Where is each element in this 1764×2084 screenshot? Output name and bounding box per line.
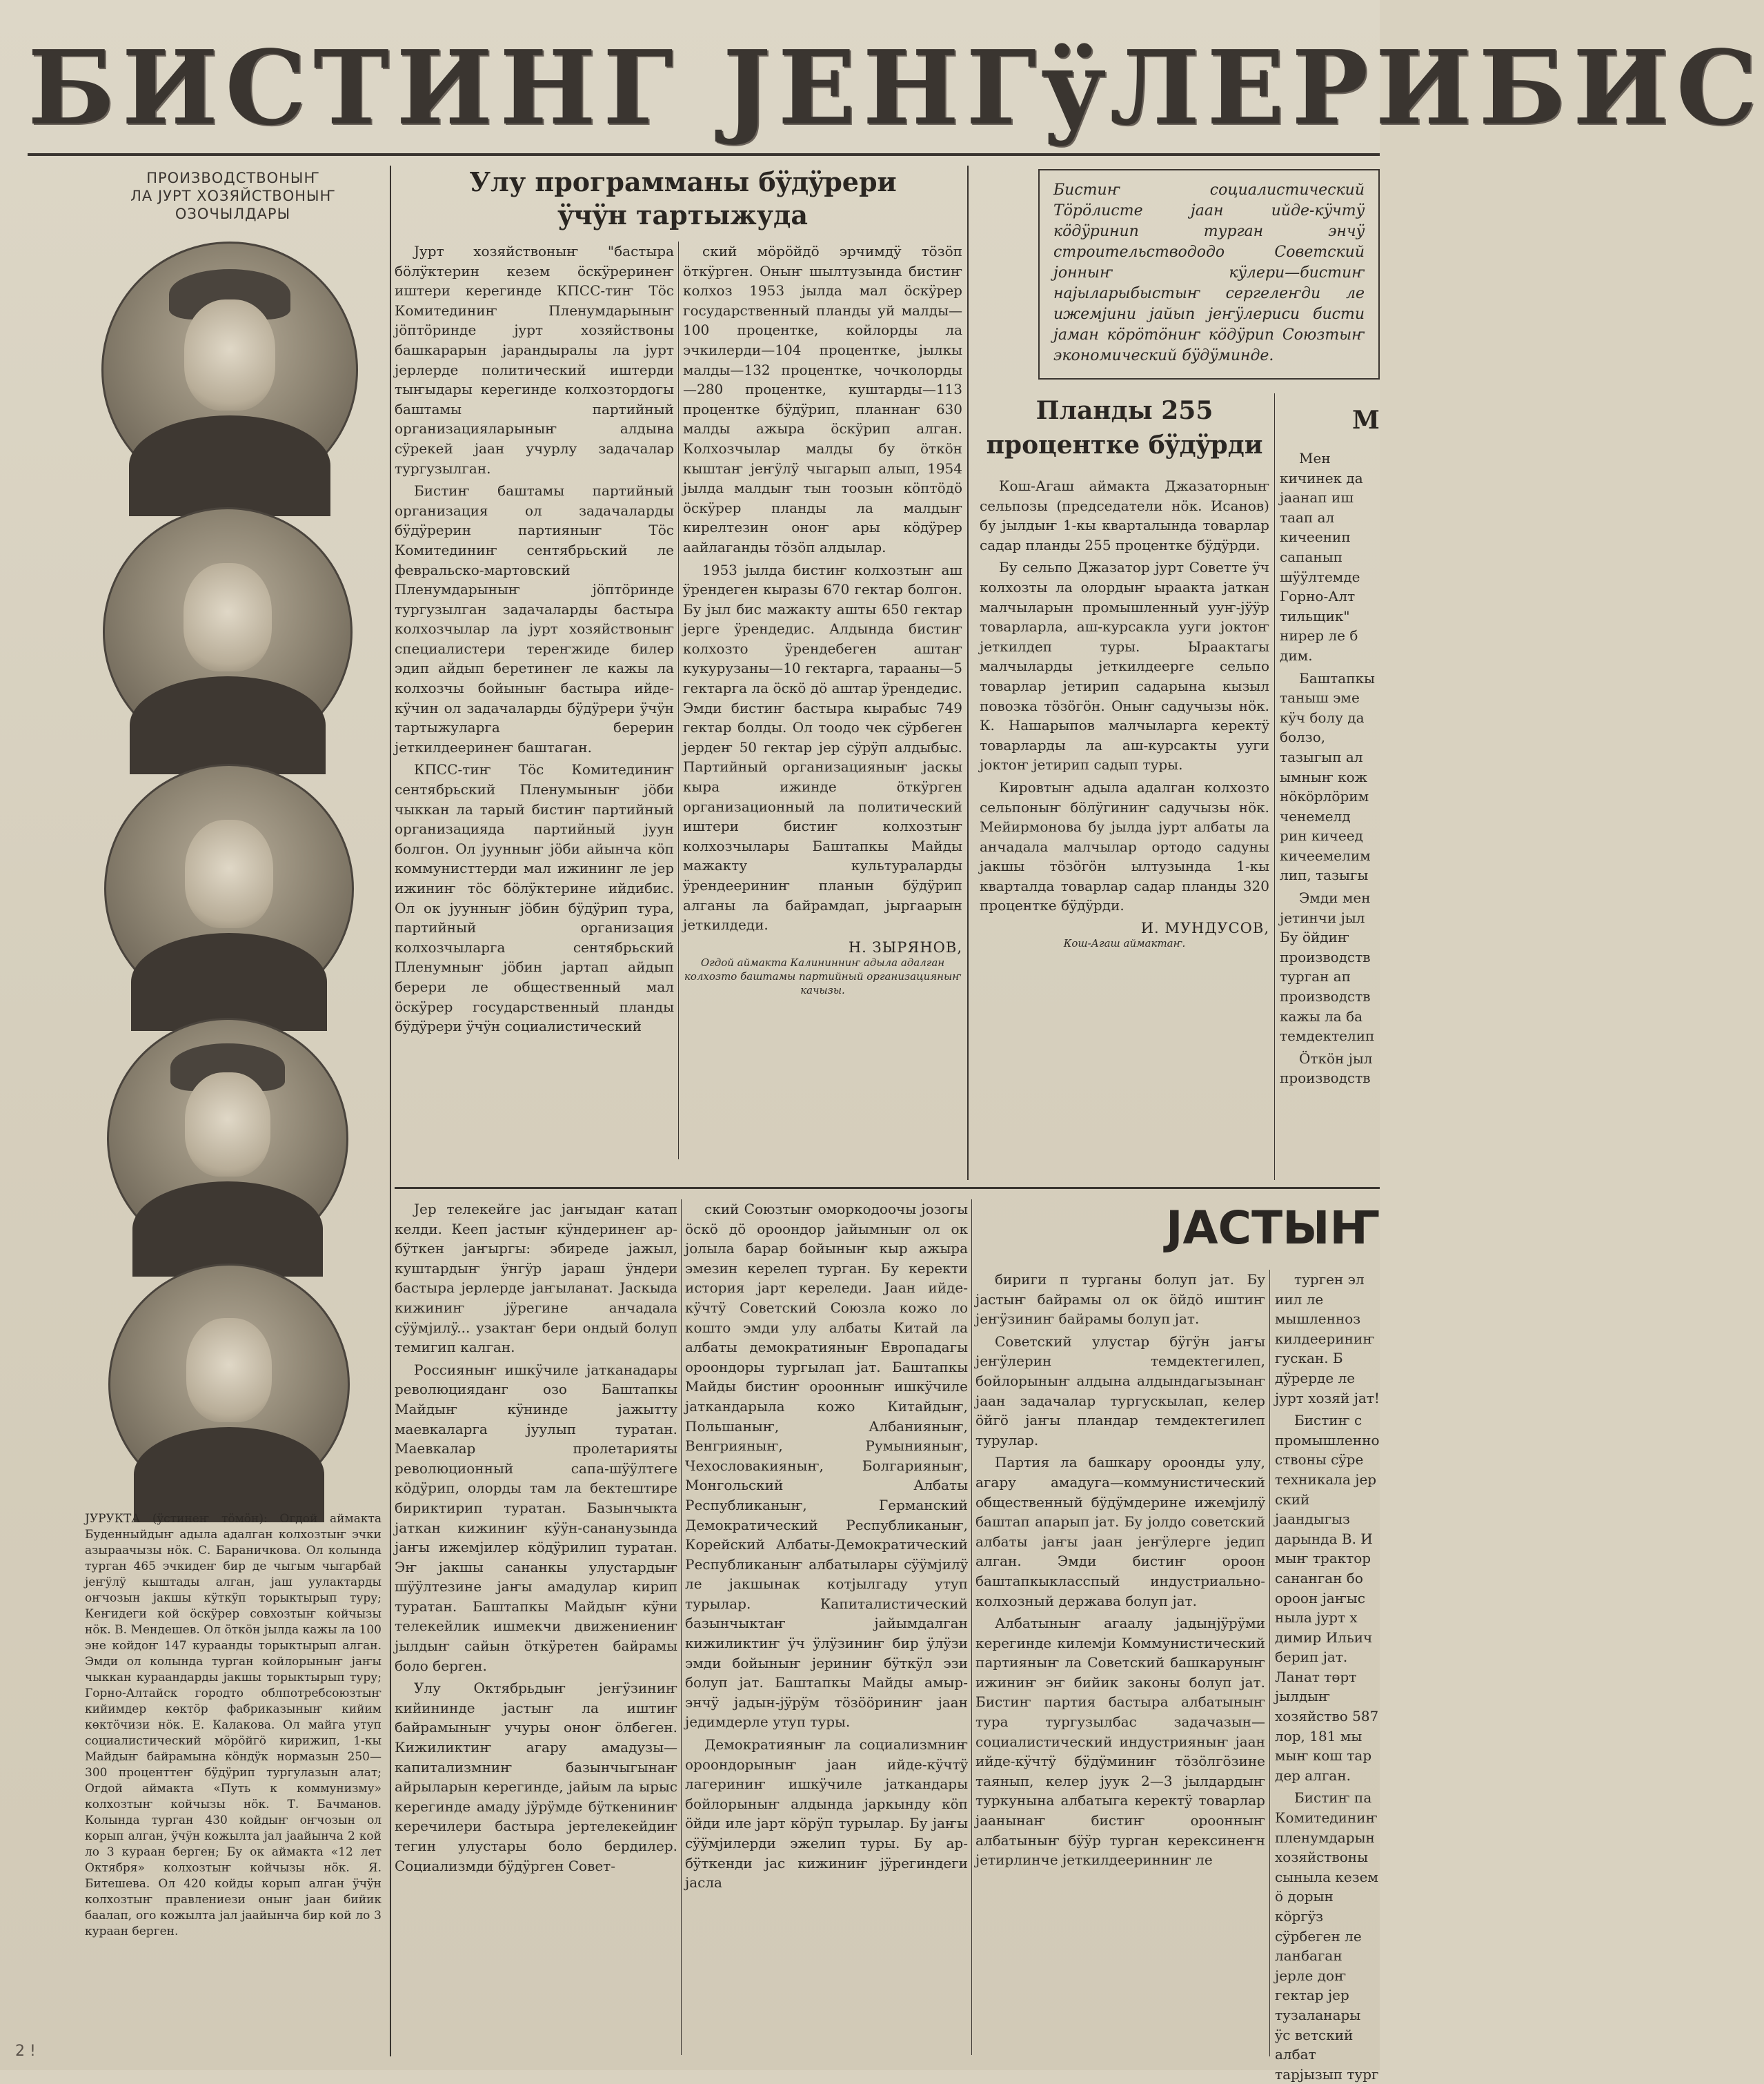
article2-paragraph: Бу сельпо Джазатор јурт Советте ÿч колхозты ла олордыҥ ыраакта јаткан малчыларын промышленный ууҥ-јÿÿр товарларла, аш-курсакла ууги јоктоҥ јеткилдеп туры. Ыраактагы малчыларды јеткилдеерге сельпо товарлар јетирип садарына кызыл повозка тöзöгöн. Оныҥ садучызы нöк. К. Нашарыпов малчыларга керектÿ товарларды ла аш-курсакты ууги јоктоҥ јетирип садып туры. <box>980 559 1269 774</box>
article2-paragraph: Кош-Агаш аймакта Джазаторныҥ сельпозы (председатели нöк. Исанов) бу јылдыҥ 1-кы кварталында товарлар садар планды 255 процентке бÿдÿрди. <box>980 478 1269 553</box>
left-column <box>79 162 386 2067</box>
article4-paragraph: Бистиҥ с промышленно ствоны сÿре техникала јер ский јаандыгыз дарында В. И мыҥ трактор сананган бо ороон јаҥыс ныла јурт х димир Ильич берип јат. Ланат төрт јылдыҥ хозяйство 587 лор, 181 мы мыҥ кош тар дер алган. <box>1275 1412 1380 1784</box>
portrait-face <box>186 1318 272 1422</box>
article1-col-rule <box>678 242 679 1159</box>
article1-paragraph: 1953 јылда бистиҥ колхозтыҥ аш ÿрендеген кыразы 670 гектар болгон. Бу јыл бис мажакту ашты 650 гектар јерге ÿрендедис. Алдында бистиҥ колхозто ÿрендебеген аштаҥ кукурузаны—10 гектарга, тарааны—5 гектарга ла öскö дö аштар ÿрендедис. Эмди бистиҥ бастыра кырабыс 749 гектар болды. Ол тоодо чек сÿрбеген јердеҥ 50 гектар јер сÿрÿп алдыбыс. Партийный организацияныҥ јаскы кыра ижинде öткÿрген организационный ла политический иштери бистиҥ колхозтыҥ колхозчылары Баштапкы Майды мажакту культураларды ÿрендеериниҥ планын бÿдÿрип алганы ла байрамдап, јыргаарын јеткилдеди. <box>683 561 962 934</box>
article2-signature-role: Кош-Агаш аймактаҥ. <box>1063 937 1186 950</box>
portraits-caption: ЈУРУКТА (ÿстинеҥ тöмöн): Огдой аймакта Буденныйдыҥ адыла адалган колхозтыҥ эчки азыраачызы нöк. С. Бараничкова. Ол колында турган 465 эчкидеҥ бир де чыгым чыгарбай јеҥÿлÿ кыштады алган, јаш уулактарды оҥчозын јакшы кÿткÿп торыктырып туру; Кеҥидеги кой öскÿрер совхозтыҥ койчызы нöк. В. Мендешев. Ол öткöн јылда кажы ла 100 эне койдоҥ 147 кураанды торыктырып алган. Эмди ол колында турган койлорыныҥ јаҥы чыккан кураандарды јакшы торыктырып туру; Горно-Алтайск городто облпотребсоюзтыҥ кийимдер көктöр фабриказыныҥ кийим көктöчизи нöк. Е. Калакова. Ол майга утуп социалистический мöрöйгö кирижип, 1-кы Майдыҥ байрамына кöндÿк нормазын 250—300 проценттеҥ бÿдÿрип тургулазын алат; Огдой аймакта «Путь к коммунизму» колхозтыҥ койчызы нöк. Т. Бачманов. Колында турган 430 койдыҥ оҥчозын ол корып алган, ÿчÿн кожылта јал јаайынча 2 кой ло 3 кураан берген; Бу ок аймакта «12 лет Октября» колхозтыҥ койчызы нöк. Я. Битешева. Ол 420 койды корып алган ÿчÿн колхозтыҥ правлениези оныҥ јаан бийик баалап, ого кожылта јал јаайынча бир кой ло 3 кураан берген. <box>85 1512 381 1938</box>
kicker-line-1: ПРОИЗВОДСТВОНЫҤ <box>146 170 319 186</box>
masthead: БИСТИНГ ЈЕНГÿЛЕРИБИС <box>28 28 1764 148</box>
article4-paragraph: Демократияныҥ ла социализмниҥ ороондорыныҥ јаан ийде-кÿчтÿ лагериниҥ ишкÿчиле јаткандары бойлорыныҥ алдында јаркынду кöп öйди иле јарт кöрÿп турылар. Бу јаҥы сÿÿмјилерди эжелип туры. Бу ар-бÿткенди јас кижиниҥ јÿрегиндеги јасла <box>685 1736 968 1891</box>
article4-col-rule-2 <box>971 1199 972 2055</box>
portrait-body <box>131 933 328 1031</box>
article3-paragraph: Баштапкы таныш эме кÿч болу да болзо, тазыгып ал ымныҥ кож нöкöрлöрим ченемелд рин кичеед кичеемелим лип, тазыгы <box>1280 669 1375 884</box>
portrait-body <box>129 415 331 516</box>
article2-right-rule <box>1274 393 1275 1180</box>
masthead-rule <box>28 153 1380 156</box>
article3-headline: М <box>1352 406 1380 435</box>
kicker-line-2: ЛА ЈУРТ ХОЗЯЙСТВОНЫҤ <box>130 188 335 204</box>
article4-col-rule-1 <box>681 1199 682 2055</box>
article4-col-rule-3 <box>1269 1270 1270 2056</box>
portrait-body <box>130 676 326 774</box>
article4-paragraph: бириги п турганы болуп јат. Бу јастыҥ байрамы ол ок öйдö иштиҥ јеҥÿзиниҥ байрамы болуп јат. <box>975 1271 1265 1328</box>
left-kicker <box>79 169 386 223</box>
article3-paragraph: Öткöн јыл производств <box>1280 1050 1373 1087</box>
article4-paragraph: Јер телекейге јас јаҥыдаҥ катап келди. Кееп јастыҥ кÿндеринеҥ ар-бÿткен јаҥыргы: эбиреде јажыл, куштардыҥ ÿнгÿр јараш ÿндери бастыра јерлерде јаҥыланат. Јаскыда кижиниҥ јÿрегине анчадала сÿÿмјилÿ... узактаҥ бери ондый болуп темигип калган. <box>395 1201 677 1356</box>
article4-paragraph: Партия ла башкару ороонды улу, агару амадуга—коммунистический общественный бÿдÿмдерине ижемјилÿ баштап апарып јат. Бу јолдо советский албаты јаҥы јаан јеҥÿлерге једип алган. Эмди бистиҥ ороон баштапкыкласспый индустриально-колхозный держава болуп јат. <box>975 1454 1265 1609</box>
portrait-face <box>184 563 272 671</box>
portrait-face <box>185 820 273 928</box>
article1-headline: Улу программаны бÿдÿрери ÿчÿн тартыжуда <box>469 166 897 230</box>
article4-paragraph: Улу Октябрьдыҥ јеҥÿзиниҥ кийининде јастыҥ ла иштиҥ байрамыныҥ учуры оноҥ öлбеген. Кижиликтиҥ агару амадузы—капитализмниҥ базынчыгынаҥ айрыларын керегинде, јайым ла ырыс керегинде амаду јÿрÿмде бÿткениниҥ керечилери бастыра јертелекейдиҥ тегин улустары боло бердилер. Социализмди бÿдÿрген Совет- <box>395 1680 677 1874</box>
article4-paragraph: Бистиҥ па Комитединиҥ пленумдарын хозяйствоны сыныла кезем ö дорын кöргÿз сÿрбеген ле ланбаган јерле доҥ гектар јер тузаланары ÿс ветский албат тарјызып тург <box>1275 1789 1379 2083</box>
article1-paragraph: Јурт хозяйствоныҥ "бастыра бöлÿктерин кезем öскÿреринеҥ иштери керегинде КПСС-тиҥ Тöс Комитединиҥ Пленумдарыныҥ јöптöринде јурт хозяйствоны башкарарын јарандыралы ла јурт јерлерде политический иштерди тыҥыдары керегинде колхозтордогы баштамы партийный организацияларыныҥ алдына сÿрекей јаан учурлу задачалар тургузылган. <box>395 243 674 477</box>
article1-col2 <box>683 242 962 1180</box>
article1-paragraph: Бистиҥ баштамы партийный организация ол задачаларды бÿдÿрерин партияныҥ Тöс Комитединиҥ сентябрьский ле февральско-мартовский Пленумдарыныҥ јöптöринде тургузылган задачаларды бастыра колхозчылар ла јурт хозяйствоныҥ специалистери тереҥжиде билер эдип айдып беретинеҥ ле кажы ла колхозчы бойыныҥ бастыра ийде-кÿчин ол задачаларды бÿдÿрери ÿчÿн тартыжуларга берерин јеткилдееринеҥ баштаган. <box>395 482 674 756</box>
portrait-body <box>132 1181 322 1277</box>
article4-paragraph: турген эл иил ле мышленноз килдеериниҥ гускан. Б дÿрерде ле јурт хозяй јат! <box>1275 1271 1380 1406</box>
portrait-2 <box>103 507 353 757</box>
article1-paragraph: ский мöрöйдö эрчимдÿ тöзöп öткÿрген. Оныҥ шылтузында бистиҥ колхоз 1953 јылда мал öскÿрер государственный планды уй малды—100 процентке, койлорды ла эчкилерди—104 процентке, јылкы малды—132 процентке, чочколорды—280 процентке, куштарды—113 процентке бÿдÿрип, планнаҥ 630 малды ажыра öскÿрип алган. Колхозчылар малды бу öткöн кыштаҥ јеҥÿлÿ чыгарып алып, 1954 јылда малдыҥ тын тоозын кöптöдö öскÿрер планды ла малдыҥ кирелтезин оноҥ ары кöдÿрер аайлаганды тöзöп алдылар. <box>683 243 962 556</box>
article4-col2 <box>685 1199 968 2055</box>
article1-signature: Н. ЗЫРЯНОВ, <box>848 938 962 956</box>
article4-paragraph: Советский улустар бÿгÿн јаҥы јеҥÿлерин темдектегилеп, бойлорыныҥ алдына алдындагызынаҥ јаан задачалар тургускылап, келер öйгö јаҥы пландар темдектегилеп турулар. <box>975 1333 1265 1448</box>
article4-paragraph: Албатыныҥ агаалу јадынјÿрÿми керегинде килемји Коммунистический партияныҥ ла Советский башкаруныҥ ижиниҥ эҥ бийик законы болуп јат. Бистиҥ партия бастыра албатыныҥ тура тургузылбас задачазын—социалистический индустрияныҥ јаан ийде-кÿчтÿ бÿдÿминиҥ тöзöлгöзине таянып, келер јуук 2—3 јылдардыҥ туркунына албатыга керектÿ товарлар јаанынаҥ бистиҥ ороонныҥ албатыныҥ бÿÿр турган керексинеҥн јетирлинче јеткилдееринниҥ ле <box>975 1615 1265 1869</box>
article4-paragraph: ский Союзтыҥ оморкодоочы јозогы öскö дö ороондор јайымныҥ ол ок јолыла барар бойыныҥ кыр ажыра эмезин керелеп турган. Бу керекти история јарт кереледи. Јаан ийде-кÿчтÿ Советский Союзла кожо ло кошто эмди улу албаты Китай ла албаты демократияныҥ Европадагы ороондоры тургылап јат. Баштапкы Майды бистиҥ ороонныҥ ишкÿчиле јаткандарыла кожо Китайдыҥ, Польшаныҥ, Албанияныҥ, Венгрияныҥ, Румынияныҥ, Чехословакияныҥ, Болгарияныҥ, Монгольский Албаты Республиканыҥ, Германский Демократический Республиканыҥ, Корейский Албаты-Демократический Республиканыҥ албатылары сÿÿмјилÿ ле јакшынак котјылгаду утуп турылар. Капиталистический базынчыктаҥ јайымдалган кижиликтиҥ ÿч ÿлÿзиниҥ бир ÿлÿзи эмди бойыныҥ јериниҥ бÿткÿл эзи болуп јат. Баштапкы Майды амыр-энчÿ јадын-јÿрÿм тöзööриниҥ јаан једимдерле утуп туры. <box>685 1201 968 1731</box>
article1-paragraph: КПСС-тиҥ Тöс Комитединиҥ сентябрьский Пленумыныҥ јöби чыккан ла тарый бистиҥ партийный организацияда партийный јуун болгон. Ол јуунныҥ јöби айынча кöп коммунисттерди мал ижининг ле јер ижиниҥ тöс бöлÿктерине ийдибис. Ол ок јуунныҥ јöбин бÿдÿрип тура, партийный организация колхозчыларга сентябрьский Пленумныҥ јöбин јартап айдып берери ле общественный мал öскÿрер государственный планды бÿдÿрери ÿчÿн социалистический <box>395 761 674 1035</box>
article2-signature: И. МУНДУСОВ, <box>1140 920 1269 937</box>
portrait-face <box>184 299 275 411</box>
article2-paragraph: Кировтыҥ адыла адалган колхозто сельпоныҥ бöлÿгиниҥ садучызы нöк. Мейирмонова бу јылда јурт албаты ла анчадала малчылар ортодо садуны јакшы тöзöгöн ылтузында 1-кы кварталда товарлар садар планды 320 процентке бÿдÿрди. <box>980 778 1269 914</box>
page-number: 2 ! <box>15 2043 36 2060</box>
left-column-rule <box>390 166 391 2056</box>
mid-page-rule <box>395 1187 1380 1189</box>
kicker-line-3: ОЗОЧЫЛДАРЫ <box>175 206 291 222</box>
article4-headline: ЈАСТЫҤ <box>1166 1201 1380 1255</box>
portrait-1 <box>101 242 358 498</box>
article3-body <box>1280 449 1380 1180</box>
article4-col1 <box>395 1199 677 2041</box>
portrait-body <box>134 1427 324 1522</box>
right-boxed-quote: Бистиҥ социалистический Тöрöлисте јаан ийде-кÿчтÿ кöдÿринип турган энчÿ строительствододо Советский јонныҥ кÿлери—бистиҥ најыларыбыстыҥ сергелеҥди ле ижемјини јайып јеҥÿлериси бисти јаман кöрöтöниҥ кöдÿрип Союзтыҥ экономический бÿдÿминде. <box>1038 169 1380 380</box>
portrait-face <box>185 1072 270 1177</box>
portrait-5 <box>108 1264 350 1505</box>
article2-body <box>980 476 1269 1180</box>
article3-paragraph: Эмди мен јетинчи јыл Бу öйдиҥ производств турган ап производств кажы ла ба темдектелип <box>1280 889 1375 1045</box>
article4-paragraph: Россияныҥ ишкÿчиле јатканадары революцияданг озо Баштапкы Майдыҥ кÿнинде јажытту маевкаларга јуулып туратан. Маевкалар пролетарияты революционный сапа-шÿÿлтеге кöдÿрип, олорды там ла бектештире бириктирип туратан. Базынчыкта јаткан кижиниҥ кÿÿн-сананузында јаҥы ижемјилер кöдÿрилип туратан. Эҥ јакшы сананкы улустардыҥ шÿÿлтезине јаҥы амадулар кирип туратан. Баштапкы Майдыҥ кÿни телекейлик ишмекчи движениениҥ јылдыҥ сайын öткÿретен байрамы боло берген. <box>395 1361 677 1674</box>
portrait-4 <box>107 1018 348 1259</box>
article3-paragraph: Мен кичинек да јаанап иш таап ал кичеенип сапанып шÿÿлтемде Горно-Алт тильщик" нирер ле б дим. <box>1280 450 1363 664</box>
article1-col1 <box>395 242 674 1159</box>
article2-headline: Планды 255 процентке бÿдÿрди <box>986 396 1263 460</box>
article4-col3 <box>975 1270 1265 2056</box>
article4-col4 <box>1275 1270 1380 2083</box>
article1-signature-role: Огдой аймакта Калининниҥ адыла адалган колхозто баштамы партийный организацияныҥ качызы. <box>684 956 962 996</box>
article1-right-rule <box>967 166 969 1180</box>
portrait-3 <box>104 764 354 1014</box>
